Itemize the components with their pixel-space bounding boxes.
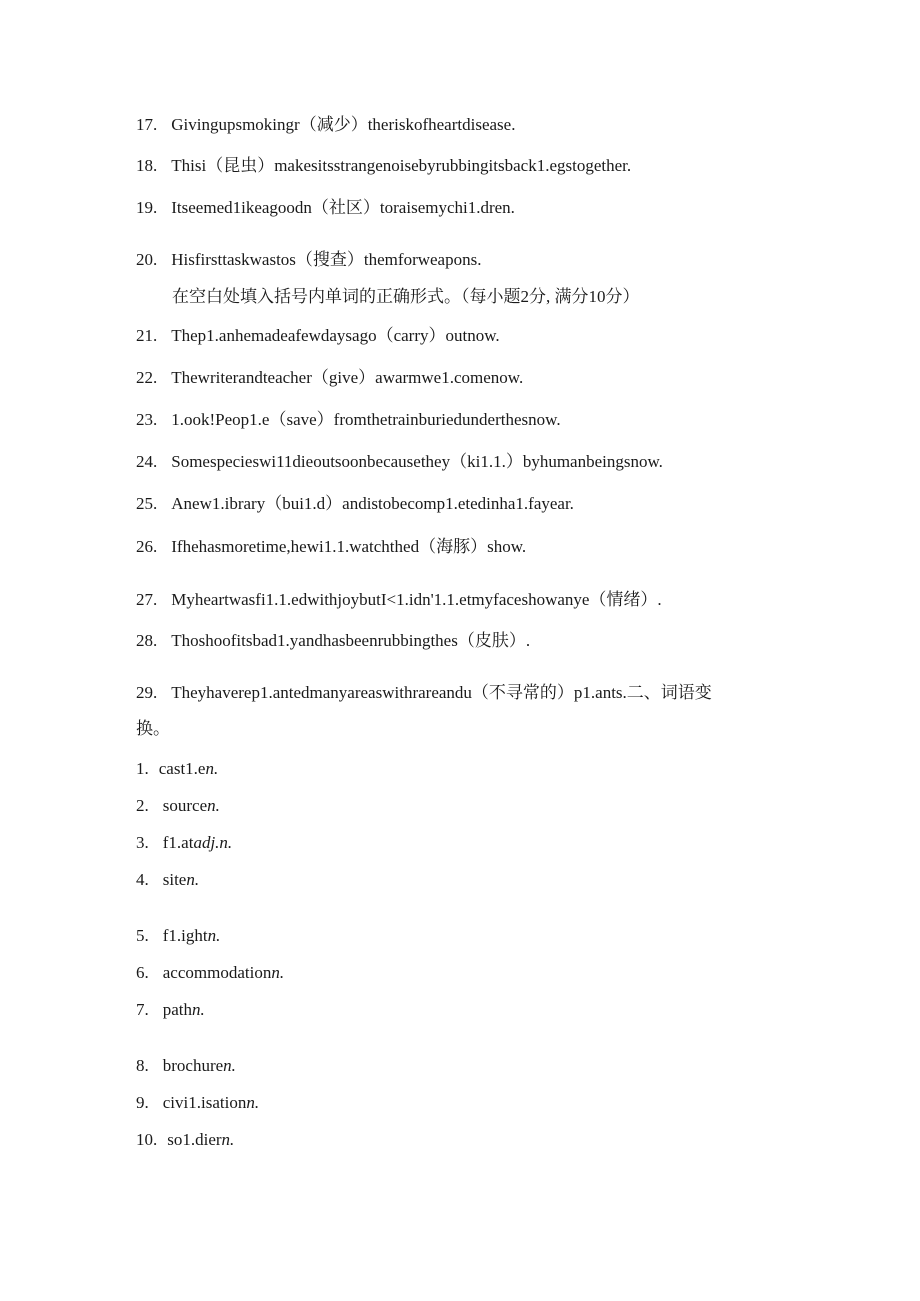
exercise-item-28	[136, 630, 530, 652]
vocab-word: f1.at	[162, 833, 194, 852]
part-of-speech: n.	[221, 1130, 235, 1149]
item-text: Anew1.ibrary（bui1.d）andistobecomp1.etedinha1.fayear.	[171, 494, 574, 513]
item-number: 28.	[136, 631, 158, 650]
part-of-speech: n.	[192, 1000, 205, 1019]
item-number: 29.	[136, 683, 158, 702]
exercise-item-21	[136, 325, 500, 347]
part-of-speech: n.	[207, 796, 220, 815]
vocab-number: 9.	[136, 1093, 149, 1112]
vocab-item-6	[136, 962, 284, 984]
item-text: Givingupsmokingr（减少）theriskofheartdisease.	[171, 115, 516, 134]
exercise-item-26	[136, 536, 526, 558]
exercise-item-17	[136, 114, 515, 136]
vocab-item-7	[136, 999, 205, 1021]
item-number: 23.	[136, 410, 158, 429]
vocab-word: accommodation	[162, 963, 272, 982]
item-number: 22.	[136, 368, 158, 387]
vocab-number: 10.	[136, 1130, 158, 1149]
part-of-speech: n.	[186, 870, 200, 889]
vocab-word: cast1.e	[158, 759, 206, 778]
item-number: 26.	[136, 537, 158, 556]
item-number: 27.	[136, 590, 158, 609]
item-number: 19.	[136, 198, 158, 217]
item-text: Thoshoofitsbad1.yandhasbeenrubbingthes（皮肤）.	[171, 631, 531, 650]
part-of-speech: n.	[246, 1093, 260, 1112]
item-text: Thep1.anhemadeafewdaysago（carry）outnow.	[171, 326, 500, 345]
vocab-number: 5.	[136, 926, 149, 945]
exercise-item-20	[136, 249, 481, 271]
item-text: Theyhaverep1.antedmanyareaswithrareandu（不寻常的）p1.ants.二、词语变	[171, 683, 712, 702]
exercise-item-29	[136, 682, 712, 704]
exercise-item-27	[136, 589, 662, 611]
vocab-item-5	[136, 925, 220, 947]
vocab-item-2	[136, 795, 220, 817]
vocab-number: 7.	[136, 1000, 149, 1019]
item-text: 1.ook!Peop1.e（save）fromthetrainburiedunderthesnow.	[171, 410, 561, 429]
item-text: Somespecieswi11dieoutsoonbecausethey（ki1.1.）byhumanbeingsnow.	[171, 452, 663, 471]
exercise-item-23	[136, 409, 561, 431]
vocab-word: brochure	[162, 1056, 224, 1075]
item-number: 20.	[136, 250, 158, 269]
exercise-item-18	[136, 155, 631, 177]
part-of-speech: n.	[271, 963, 285, 982]
vocab-item-1	[136, 758, 218, 780]
vocab-item-4	[136, 869, 199, 891]
part-of-speech: n.	[223, 1056, 236, 1075]
item-number: 24.	[136, 452, 158, 471]
item-text: Thisi（昆虫）makesitsstrangenoisebyrubbingitsback1.egstogether.	[171, 156, 632, 175]
vocab-item-10	[136, 1129, 234, 1151]
part-of-speech: n.	[207, 926, 221, 945]
part-of-speech: adj.n.	[193, 833, 233, 852]
vocab-number: 6.	[136, 963, 149, 982]
vocab-word: site	[162, 870, 187, 889]
item-text: Myheartwasfi1.1.edwithjoybutI<1.idn'1.1.etmyfaceshowanye（情绪）.	[171, 590, 662, 609]
item-text: Ifhehasmoretime,hewi1.1.watchthed（海豚）show.	[171, 537, 527, 556]
vocab-word: source	[162, 796, 208, 815]
vocab-item-9	[136, 1092, 259, 1114]
vocab-word: f1.ight	[162, 926, 208, 945]
vocab-number: 8.	[136, 1056, 149, 1075]
exercise-item-24	[136, 451, 663, 473]
item-text: Thewriterandteacher（give）awarmwe1.comenow.	[171, 368, 524, 387]
item-number: 18.	[136, 156, 158, 175]
vocab-word: civi1.isation	[162, 1093, 247, 1112]
vocab-word: path	[162, 1000, 193, 1019]
item-29-continuation: 换。	[136, 719, 170, 738]
exercise-item-25	[136, 493, 574, 515]
vocab-number: 1.	[136, 759, 149, 778]
vocab-number: 2.	[136, 796, 149, 815]
section-instruction: 在空白处填入括号内单词的正确形式。（每小题2分, 满分10分）	[172, 287, 640, 306]
item-text: Hisfirsttaskwastos（搜查）themforweapons.	[171, 250, 482, 269]
item-text: Itseemed1ikeagoodn（社区）toraisemychi1.dren.	[171, 198, 515, 217]
vocab-word: so1.dier	[167, 1130, 222, 1149]
exercise-item-19	[136, 197, 515, 219]
item-number: 25.	[136, 494, 158, 513]
vocab-number: 4.	[136, 870, 149, 889]
vocab-item-3	[136, 832, 232, 854]
item-number: 17.	[136, 115, 158, 134]
exercise-item-22	[136, 367, 523, 389]
vocab-number: 3.	[136, 833, 149, 852]
item-number: 21.	[136, 326, 158, 345]
vocab-item-8	[136, 1055, 236, 1077]
part-of-speech: n.	[205, 759, 219, 778]
